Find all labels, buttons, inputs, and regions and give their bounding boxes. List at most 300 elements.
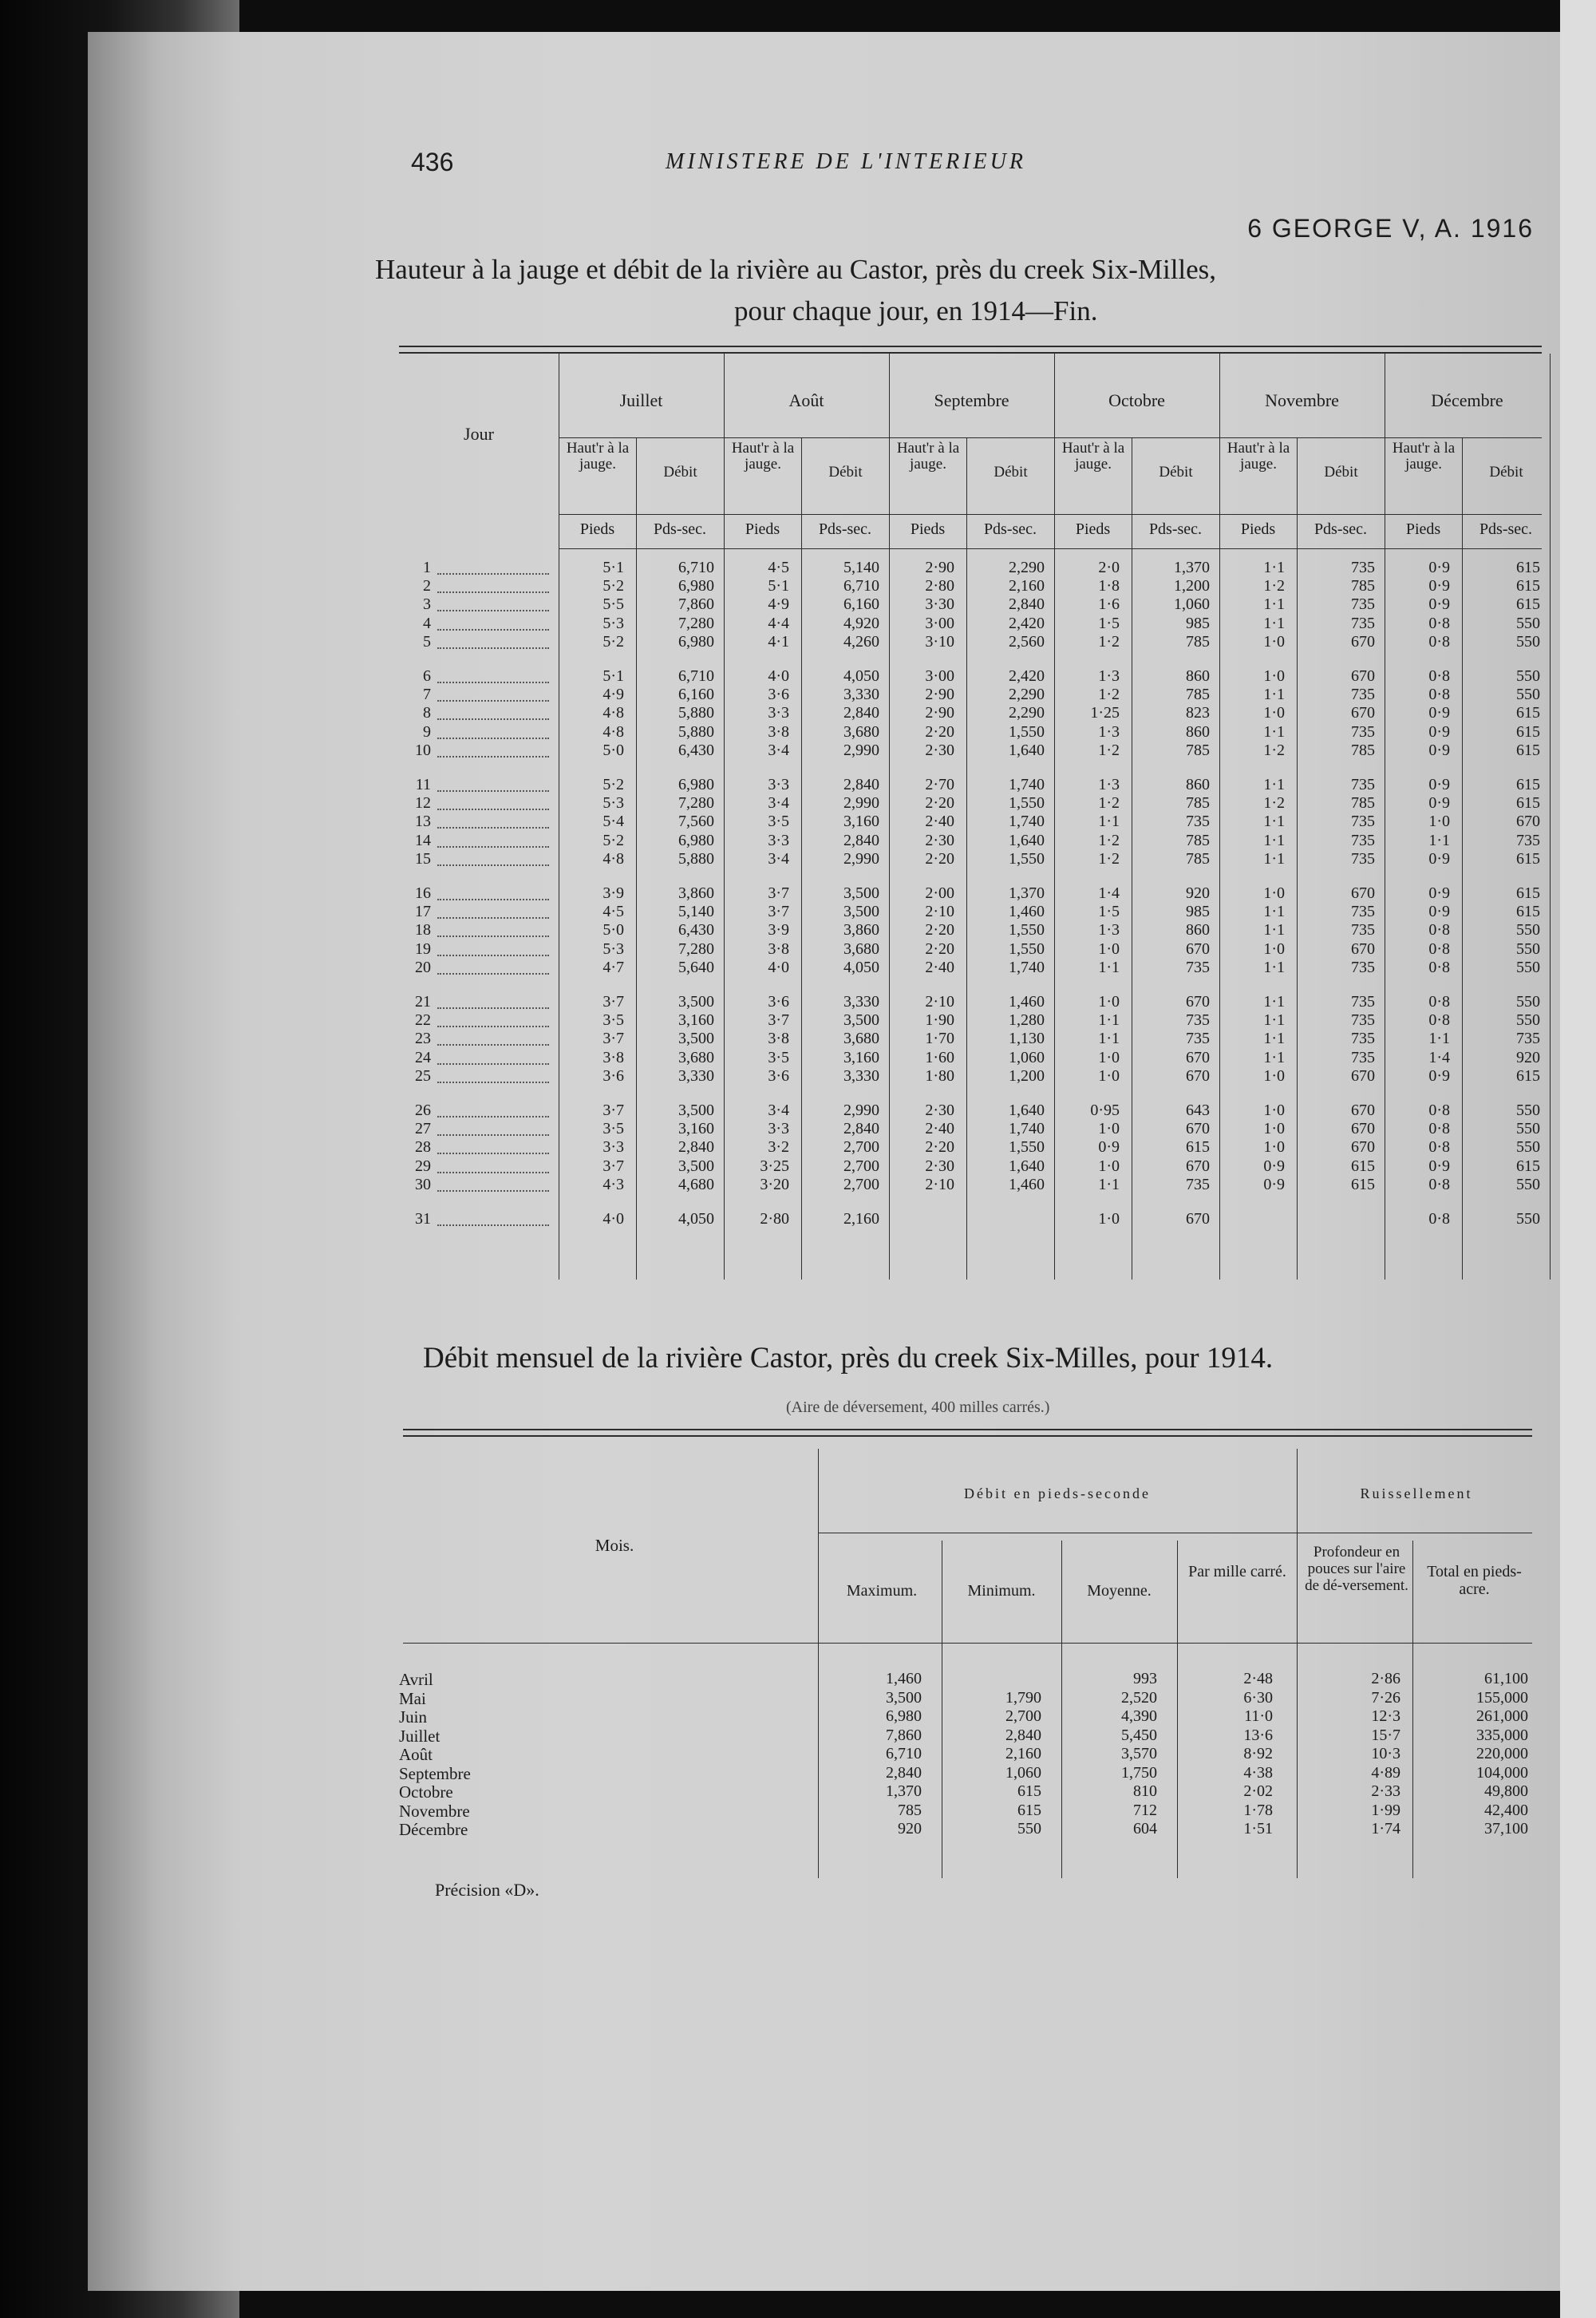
- debit-subheader: Débit: [1489, 464, 1523, 481]
- gauge-height-cell: 2·90: [925, 704, 954, 722]
- par-mille-cell: 4·38: [1243, 1763, 1273, 1782]
- discharge-cell: 2,290: [1009, 559, 1045, 576]
- discharge-cell: 1,550: [1009, 849, 1045, 868]
- table-row-day: 31: [415, 1210, 431, 1228]
- min-cell: 2,840: [1005, 1726, 1041, 1744]
- par-mille-cell: 1·51: [1243, 1820, 1273, 1837]
- table-row-day: 23: [415, 1030, 431, 1048]
- gauge-height-cell: 3·7: [768, 1011, 789, 1030]
- discharge-cell: 2,990: [843, 794, 879, 813]
- discharge-cell: 670: [1186, 1120, 1210, 1138]
- discharge-cell: 920: [1186, 884, 1210, 902]
- gauge-height-cell: 0·9: [1428, 794, 1450, 813]
- discharge-cell: 860: [1186, 722, 1210, 741]
- discharge-cell: 670: [1186, 1157, 1210, 1175]
- discharge-cell: 6,430: [678, 741, 714, 759]
- discharge-cell: 5,880: [678, 849, 714, 868]
- gauge-height-cell: 3·6: [768, 686, 789, 704]
- table-row-day: 20: [415, 958, 431, 976]
- max-col-header: Maximum.: [846, 1582, 918, 1600]
- gauge-height-cell: 3·4: [768, 849, 789, 868]
- discharge-cell: 735: [1351, 813, 1375, 831]
- discharge-cell: 550: [1516, 686, 1540, 704]
- discharge-cell: 1,550: [1009, 1138, 1045, 1157]
- par-mille-cell: 1·78: [1243, 1801, 1273, 1819]
- discharge-cell: 643: [1186, 1102, 1210, 1119]
- gauge-height-cell: 1·0: [1098, 1048, 1120, 1066]
- discharge-cell: 4,920: [843, 614, 879, 632]
- gauge-height-cell: 2·40: [925, 958, 954, 976]
- discharge-cell: 735: [1351, 831, 1375, 849]
- total-col-header: Total en pieds-acre.: [1427, 1563, 1522, 1598]
- discharge-cell: 550: [1516, 958, 1540, 976]
- gauge-height-cell: 1·0: [1263, 1102, 1285, 1119]
- discharge-cell: 2,700: [843, 1157, 879, 1175]
- gauge-height-cell: 1·1: [1263, 722, 1285, 741]
- discharge-cell: 785: [1186, 831, 1210, 849]
- discharge-cell: 2,700: [843, 1138, 879, 1157]
- discharge-cell: 2,840: [843, 776, 879, 793]
- discharge-cell: 3,160: [843, 813, 879, 831]
- gauge-height-cell: 3·7: [602, 993, 624, 1011]
- gauge-height-cell: 3·7: [602, 1157, 624, 1175]
- discharge-cell: 3,160: [843, 1048, 879, 1066]
- gauge-height-cell: 0·9: [1263, 1157, 1285, 1175]
- min-cell: 2,700: [1005, 1707, 1041, 1725]
- discharge-cell: 2,840: [843, 831, 879, 849]
- discharge-cell: 615: [1351, 1157, 1375, 1175]
- discharge-cell: 1,130: [1009, 1030, 1045, 1048]
- max-cell: 6,710: [886, 1745, 922, 1762]
- discharge-cell: 5,640: [678, 958, 714, 976]
- discharge-cell: 1,460: [1009, 903, 1045, 921]
- discharge-cell: 2,990: [843, 1102, 879, 1119]
- gauge-height-cell: 1·1: [1263, 595, 1285, 614]
- moy-cell: 3,570: [1121, 1745, 1157, 1762]
- table-row-leader: [437, 1153, 549, 1154]
- gauge-height-cell: 2·40: [925, 813, 954, 831]
- par-mille-cell: 2·02: [1243, 1782, 1273, 1800]
- gauge-height-cell: 1·3: [1098, 776, 1120, 793]
- gauge-height-cell: 5·1: [602, 667, 624, 685]
- gauge-height-cell: 1·1: [1263, 831, 1285, 849]
- max-cell: 6,980: [886, 1707, 922, 1725]
- discharge-cell: 3,330: [843, 686, 879, 704]
- table-row-day: 19: [415, 939, 431, 958]
- discharge-cell: 615: [1516, 776, 1540, 793]
- gauge-height-cell: 0·9: [1428, 577, 1450, 595]
- moy-cell: 5,450: [1121, 1726, 1157, 1744]
- discharge-cell: 2,560: [1009, 632, 1045, 651]
- discharge-cell: 1,200: [1009, 1066, 1045, 1085]
- discharge-cell: 615: [1516, 849, 1540, 868]
- discharge-cell: 1,550: [1009, 722, 1045, 741]
- discharge-cell: 735: [1351, 1030, 1375, 1048]
- min-cell: 550: [1017, 1820, 1041, 1837]
- t2-left-rule: [818, 1449, 819, 1878]
- gauge-height-cell: 1·0: [1098, 1157, 1120, 1175]
- discharge-cell: 1,200: [1174, 577, 1210, 595]
- table-row-day: 8: [423, 704, 431, 722]
- discharge-cell: 3,500: [843, 903, 879, 921]
- pds-sec-unit: Pds-sec.: [1148, 520, 1203, 538]
- gauge-height-cell: 3·6: [768, 993, 789, 1011]
- gauge-height-cell: 1·60: [925, 1048, 954, 1066]
- gauge-height-cell: 0·9: [1428, 559, 1450, 576]
- discharge-cell: 1,740: [1009, 958, 1045, 976]
- discharge-cell: 1,550: [1009, 921, 1045, 939]
- par-mille-cell: 6·30: [1243, 1688, 1273, 1707]
- t2-top-rule: [403, 1429, 1532, 1430]
- table-row-leader: [437, 738, 549, 739]
- par-mille-cell: 2·48: [1243, 1670, 1273, 1687]
- pieds-unit: Pieds: [1240, 520, 1276, 538]
- discharge-cell: 615: [1186, 1138, 1210, 1157]
- month-name-cell: Décembre: [399, 1820, 468, 1839]
- discharge-cell: 735: [1186, 813, 1210, 831]
- discharge-cell: 860: [1186, 921, 1210, 939]
- gauge-height-cell: 5·1: [768, 577, 789, 595]
- moy-cell: 2,520: [1121, 1688, 1157, 1707]
- table-row-day: 25: [415, 1066, 431, 1085]
- discharge-cell: 920: [1516, 1048, 1540, 1066]
- t2-column-rule: [1412, 1541, 1413, 1878]
- gauge-height-cell: 3·00: [925, 614, 954, 632]
- discharge-cell: 2,160: [843, 1210, 879, 1228]
- table-row-day: 12: [415, 794, 431, 813]
- gauge-height-cell: 4·9: [768, 595, 789, 614]
- discharge-cell: 2,840: [1009, 595, 1045, 614]
- discharge-cell: 7,280: [678, 794, 714, 813]
- discharge-cell: 1,370: [1174, 559, 1210, 576]
- gauge-height-cell: 1·1: [1263, 776, 1285, 793]
- gauge-height-cell: 0·8: [1428, 939, 1450, 958]
- gauge-height-cell: 1·3: [1098, 921, 1120, 939]
- discharge-cell: 5,880: [678, 704, 714, 722]
- table-row-leader: [437, 718, 549, 720]
- total-cell: 61,100: [1484, 1670, 1528, 1687]
- max-cell: 1,460: [886, 1670, 922, 1687]
- gauge-height-cell: 3·4: [768, 741, 789, 759]
- table-row-leader: [437, 973, 549, 975]
- gauge-height-cell: 5·3: [602, 794, 624, 813]
- discharge-cell: 670: [1516, 813, 1540, 831]
- gauge-height-cell: 1·1: [1263, 1048, 1285, 1066]
- month-group-rule: [724, 354, 725, 1280]
- discharge-cell: 1,640: [1009, 1102, 1045, 1119]
- gauge-height-cell: 0·9: [1098, 1138, 1120, 1157]
- gauge-height-cell: 1·1: [1263, 614, 1285, 632]
- gauge-height-cell: 0·8: [1428, 1210, 1450, 1228]
- discharge-cell: 823: [1186, 704, 1210, 722]
- total-cell: 155,000: [1476, 1688, 1528, 1707]
- table-row-day: 7: [423, 686, 431, 704]
- discharge-cell: 4,050: [843, 958, 879, 976]
- discharge-cell: 615: [1516, 1066, 1540, 1085]
- discharge-cell: 550: [1516, 1102, 1540, 1119]
- gauge-height-cell: 3·7: [602, 1030, 624, 1048]
- month-name-cell: Avril: [399, 1670, 433, 1689]
- gauge-height-cell: 0·8: [1428, 1175, 1450, 1193]
- gauge-height-cell: 1·0: [1263, 1120, 1285, 1138]
- discharge-cell: 550: [1516, 1138, 1540, 1157]
- gauge-height-cell: 3·8: [602, 1048, 624, 1066]
- table-row-leader: [437, 1224, 549, 1226]
- discharge-cell: 7,280: [678, 939, 714, 958]
- moy-cell: 810: [1133, 1782, 1157, 1800]
- haut-subheader: Haut'r à la jauge.: [1061, 440, 1125, 473]
- month-header: Septembre: [934, 390, 1009, 410]
- gauge-height-cell: 0·8: [1428, 667, 1450, 685]
- table-row-day: 9: [423, 722, 431, 741]
- jour-header: Jour: [464, 424, 494, 444]
- discharge-cell: 735: [1186, 1030, 1210, 1048]
- table-row-leader: [437, 1172, 549, 1173]
- gauge-height-cell: 0·9: [1428, 595, 1450, 614]
- gauge-height-cell: 1·1: [1428, 1030, 1450, 1048]
- total-cell: 104,000: [1476, 1763, 1528, 1782]
- gauge-height-cell: 2·90: [925, 559, 954, 576]
- gauge-height-cell: 1·1: [1263, 903, 1285, 921]
- profondeur-cell: 7·26: [1371, 1688, 1400, 1707]
- month-header: Octobre: [1108, 390, 1165, 410]
- gauge-height-cell: 0·9: [1428, 1066, 1450, 1085]
- gauge-height-cell: 1·2: [1263, 577, 1285, 595]
- month-group-rule: [889, 354, 890, 1280]
- discharge-cell: 735: [1351, 1011, 1375, 1030]
- gauge-height-cell: 0·9: [1428, 1157, 1450, 1175]
- table-row-day: 27: [415, 1120, 431, 1138]
- gauge-height-cell: 0·95: [1090, 1102, 1120, 1119]
- discharge-cell: 785: [1351, 577, 1375, 595]
- table-row-day: 30: [415, 1175, 431, 1193]
- discharge-cell: 2,290: [1009, 686, 1045, 704]
- discharge-cell: 1,640: [1009, 741, 1045, 759]
- table-row-day: 17: [415, 903, 431, 921]
- gauge-height-cell: 1·0: [1263, 939, 1285, 958]
- gauge-height-cell: 3·4: [768, 794, 789, 813]
- discharge-cell: 7,280: [678, 614, 714, 632]
- discharge-cell: 550: [1516, 667, 1540, 685]
- pds-sec-unit: Pds-sec.: [1479, 520, 1533, 538]
- discharge-cell: 735: [1516, 831, 1540, 849]
- discharge-cell: 670: [1351, 1138, 1375, 1157]
- discharge-cell: 3,160: [678, 1120, 714, 1138]
- total-cell: 220,000: [1476, 1745, 1528, 1762]
- pds-sec-unit: Pds-sec.: [1314, 520, 1368, 538]
- par-mille-col-header: Par mille carré.: [1188, 1563, 1286, 1580]
- discharge-cell: 3,680: [843, 722, 879, 741]
- discharge-cell: 3,500: [678, 1030, 714, 1048]
- gauge-height-cell: 2·20: [925, 939, 954, 958]
- gauge-height-cell: 0·9: [1428, 704, 1450, 722]
- table-row-leader: [437, 1063, 549, 1065]
- haut-subheader: Haut'r à la jauge.: [1392, 440, 1456, 473]
- daily-table-title-line2: pour chaque jour, en 1914—Fin.: [734, 295, 1098, 326]
- table-row-leader: [437, 1026, 549, 1027]
- pieds-unit: Pieds: [1075, 520, 1111, 538]
- discharge-cell: 785: [1186, 632, 1210, 651]
- discharge-cell: 6,980: [678, 577, 714, 595]
- monthly-table-subtitle: (Aire de déversement, 400 milles carrés.): [786, 1398, 1050, 1416]
- table-row-leader: [437, 573, 549, 575]
- gauge-height-cell: 0·8: [1428, 1120, 1450, 1138]
- discharge-cell: 550: [1516, 1175, 1540, 1193]
- min-cell: 1,060: [1005, 1763, 1041, 1782]
- discharge-cell: 3,860: [843, 921, 879, 939]
- gauge-height-cell: 1·3: [1098, 667, 1120, 685]
- gauge-height-cell: 2·10: [925, 993, 954, 1011]
- gauge-height-cell: 1·1: [1263, 958, 1285, 976]
- gauge-height-cell: 3·9: [602, 884, 624, 902]
- discharge-cell: 670: [1186, 1048, 1210, 1066]
- discharge-cell: 735: [1516, 1030, 1540, 1048]
- gauge-height-cell: 1·0: [1428, 813, 1450, 831]
- discharge-cell: 4,260: [843, 632, 879, 651]
- profondeur-cell: 15·7: [1371, 1726, 1400, 1744]
- table-row-leader: [437, 591, 549, 593]
- gauge-height-cell: 2·20: [925, 722, 954, 741]
- discharge-cell: 1,740: [1009, 776, 1045, 793]
- profondeur-cell: 12·3: [1371, 1707, 1400, 1725]
- gauge-height-cell: 1·0: [1098, 939, 1120, 958]
- gauge-height-cell: 2·30: [925, 741, 954, 759]
- discharge-cell: 785: [1186, 849, 1210, 868]
- table-row-day: 29: [415, 1157, 431, 1175]
- monthly-table-title: Débit mensuel de la rivière Castor, près du creek Six-Milles, pour 1914.: [423, 1342, 1274, 1375]
- gauge-height-cell: 4·8: [602, 849, 624, 868]
- gauge-height-cell: 0·9: [1428, 884, 1450, 902]
- gauge-height-cell: 2·20: [925, 794, 954, 813]
- table-row-day: 26: [415, 1102, 431, 1119]
- discharge-cell: 3,500: [678, 1157, 714, 1175]
- gauge-height-cell: 5·3: [602, 614, 624, 632]
- gauge-height-cell: 1·0: [1263, 1066, 1285, 1085]
- table-row-day: 2: [423, 577, 431, 595]
- gauge-height-cell: 0·8: [1428, 958, 1450, 976]
- gauge-height-cell: 1·2: [1098, 632, 1120, 651]
- discharge-cell: 615: [1516, 884, 1540, 902]
- footnote: Précision «D».: [435, 1880, 539, 1900]
- gauge-height-cell: 4·1: [768, 632, 789, 651]
- table-row-day: 14: [415, 831, 431, 849]
- discharge-cell: 5,880: [678, 722, 714, 741]
- gauge-height-cell: 3·9: [768, 921, 789, 939]
- discharge-cell: 785: [1186, 741, 1210, 759]
- gauge-height-cell: 3·8: [768, 939, 789, 958]
- table-row-leader: [437, 629, 549, 631]
- gauge-height-cell: 0·9: [1428, 741, 1450, 759]
- gauge-height-cell: 3·5: [602, 1011, 624, 1030]
- discharge-cell: 735: [1351, 993, 1375, 1011]
- discharge-cell: 550: [1516, 939, 1540, 958]
- discharge-cell: 615: [1516, 577, 1540, 595]
- discharge-cell: 1,640: [1009, 831, 1045, 849]
- next-page-edge: [1560, 0, 1596, 2318]
- pds-sec-unit: Pds-sec.: [983, 520, 1037, 538]
- discharge-cell: 2,290: [1009, 704, 1045, 722]
- discharge-cell: 2,160: [1009, 577, 1045, 595]
- discharge-cell: 6,980: [678, 632, 714, 651]
- gauge-height-cell: 4·0: [768, 667, 789, 685]
- max-cell: 2,840: [886, 1763, 922, 1782]
- gauge-height-cell: 1·4: [1428, 1048, 1450, 1066]
- min-cell: 615: [1017, 1782, 1041, 1800]
- gauge-height-cell: 1·3: [1098, 722, 1120, 741]
- gauge-height-cell: 2·0: [1098, 559, 1120, 576]
- discharge-cell: 3,500: [843, 1011, 879, 1030]
- month-group-rule: [1550, 354, 1551, 1280]
- gauge-height-cell: 3·3: [602, 1138, 624, 1157]
- pds-sec-unit: Pds-sec.: [653, 520, 707, 538]
- discharge-cell: 1,550: [1009, 794, 1045, 813]
- discharge-cell: 615: [1516, 722, 1540, 741]
- moy-cell: 712: [1133, 1801, 1157, 1819]
- discharge-cell: 1,740: [1009, 813, 1045, 831]
- gauge-height-cell: 1·0: [1263, 704, 1285, 722]
- discharge-cell: 1,370: [1009, 884, 1045, 902]
- subcolumn-rule: [1462, 437, 1463, 1280]
- debit-subheader: Débit: [1324, 464, 1358, 481]
- gauge-height-cell: 3·8: [768, 722, 789, 741]
- gauge-height-cell: 3·20: [760, 1175, 789, 1193]
- discharge-cell: 6,430: [678, 921, 714, 939]
- moy-cell: 993: [1133, 1670, 1157, 1687]
- discharge-cell: 1,060: [1009, 1048, 1045, 1066]
- gauge-height-cell: 5·2: [602, 577, 624, 595]
- discharge-cell: 3,330: [678, 1066, 714, 1085]
- table-row-day: 10: [415, 741, 431, 759]
- gauge-height-cell: 0·9: [1428, 903, 1450, 921]
- discharge-cell: 670: [1186, 1066, 1210, 1085]
- table-row-leader: [437, 917, 549, 919]
- max-cell: 3,500: [886, 1688, 922, 1707]
- discharge-cell: 7,560: [678, 813, 714, 831]
- discharge-cell: 6,980: [678, 776, 714, 793]
- gauge-height-cell: 4·0: [602, 1210, 624, 1228]
- month-name-cell: Novembre: [399, 1801, 470, 1821]
- gauge-height-cell: 1·1: [1098, 1011, 1120, 1030]
- par-mille-cell: 13·6: [1243, 1726, 1273, 1744]
- gauge-height-cell: 1·1: [1263, 1030, 1285, 1048]
- discharge-cell: 550: [1516, 921, 1540, 939]
- header-rule-1: [559, 437, 1542, 438]
- gauge-height-cell: 4·0: [768, 958, 789, 976]
- gauge-height-cell: 2·20: [925, 849, 954, 868]
- gauge-height-cell: 1·1: [1263, 849, 1285, 868]
- discharge-cell: 670: [1351, 884, 1375, 902]
- discharge-cell: 6,160: [678, 686, 714, 704]
- discharge-cell: 2,990: [843, 741, 879, 759]
- debit-subheader: Débit: [828, 464, 863, 481]
- discharge-cell: 735: [1351, 903, 1375, 921]
- discharge-cell: 6,710: [843, 577, 879, 595]
- gauge-height-cell: 0·8: [1428, 1011, 1450, 1030]
- gauge-height-cell: 0·8: [1428, 632, 1450, 651]
- discharge-cell: 735: [1351, 686, 1375, 704]
- discharge-cell: 615: [1516, 704, 1540, 722]
- gauge-height-cell: 1·1: [1098, 1030, 1120, 1048]
- discharge-cell: 735: [1351, 614, 1375, 632]
- profondeur-cell: 2·86: [1371, 1670, 1400, 1687]
- gauge-height-cell: 2·20: [925, 1138, 954, 1157]
- gauge-height-cell: 1·1: [1263, 921, 1285, 939]
- gauge-height-cell: 2·40: [925, 1120, 954, 1138]
- total-cell: 49,800: [1484, 1782, 1528, 1800]
- gauge-height-cell: 3·4: [768, 1102, 789, 1119]
- discharge-cell: 735: [1351, 958, 1375, 976]
- max-cell: 7,860: [886, 1726, 922, 1744]
